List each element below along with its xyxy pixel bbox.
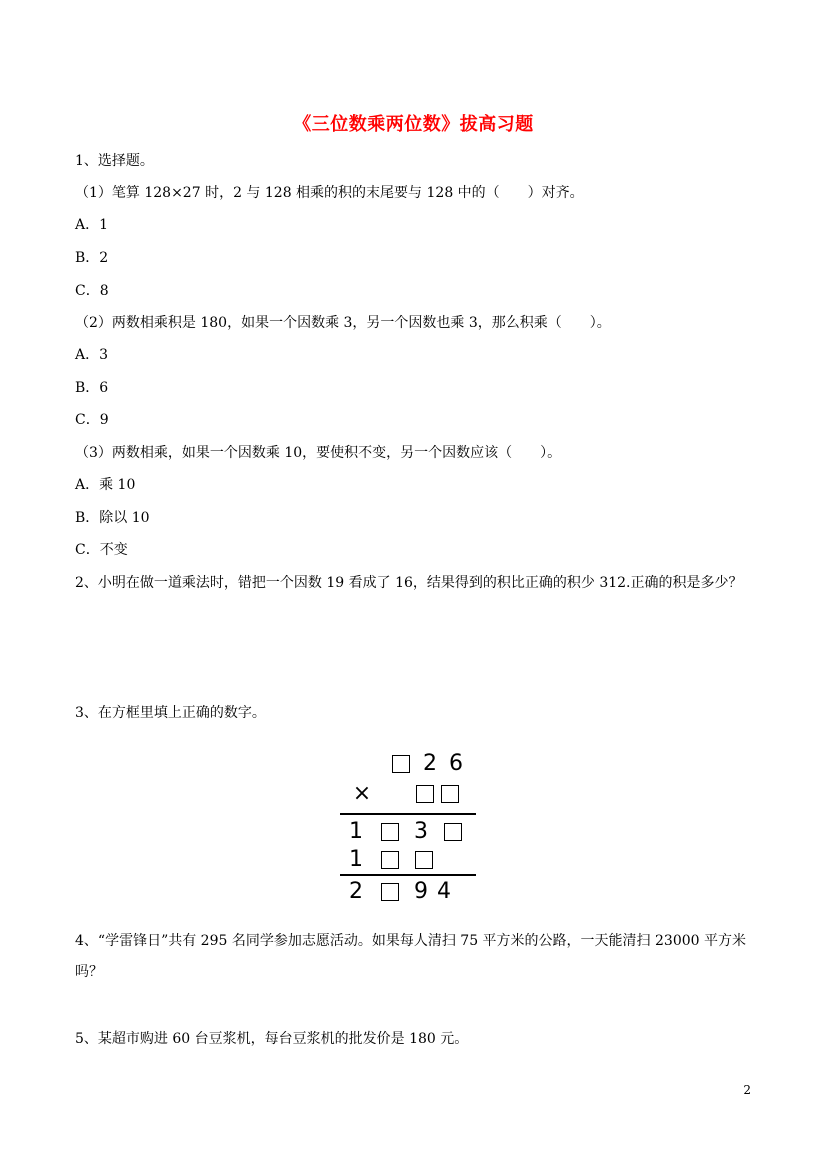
blank-box[interactable] bbox=[444, 823, 462, 841]
q3-heading: 3、在方框里填上正确的数字。 bbox=[75, 705, 266, 721]
blank-box[interactable] bbox=[381, 851, 399, 869]
q1-sub2-option-b: B．6 bbox=[75, 380, 109, 396]
blank-box[interactable] bbox=[392, 755, 410, 773]
digit: 2 bbox=[349, 879, 363, 904]
q1-heading: 1、选择题。 bbox=[75, 153, 154, 169]
times-sign: × bbox=[352, 781, 372, 806]
digit: 9 bbox=[414, 879, 428, 904]
q1-sub3-option-c: C．不变 bbox=[75, 542, 128, 558]
page-number: 2 bbox=[743, 1083, 751, 1097]
q1-sub1-option-a: A．1 bbox=[75, 217, 109, 233]
q1-sub3-option-a: A．乘 10 bbox=[75, 477, 136, 493]
page-title: 《三位数乘两位数》拔高习题 bbox=[293, 114, 534, 135]
q1-sub2-option-c: C．9 bbox=[75, 412, 109, 428]
vertical-multiplication bbox=[340, 750, 480, 910]
digit: 1 bbox=[349, 819, 363, 844]
q1-sub2-option-a: A．3 bbox=[75, 347, 109, 363]
rule-line bbox=[340, 813, 476, 815]
q1-sub3-stem: （3）两数相乘，如果一个因数乘 10，要使积不变，另一个因数应该（ ）。 bbox=[75, 445, 562, 461]
digit: 6 bbox=[449, 751, 463, 776]
q1-sub3-option-b: B．除以 10 bbox=[75, 510, 150, 526]
q4-line2: 吗？ bbox=[75, 964, 103, 980]
digit: 4 bbox=[437, 879, 451, 904]
rule-line bbox=[340, 874, 476, 876]
digit: 3 bbox=[414, 819, 428, 844]
q5-text: 5、某超市购进 60 台豆浆机，每台豆浆机的批发价是 180 元。 bbox=[75, 1031, 469, 1047]
blank-box[interactable] bbox=[415, 851, 433, 869]
q4-line1: 4、“学雷锋日”共有 295 名同学参加志愿活动。如果每人清扫 75 平方米的公路，一天能清扫 23000 平方米 bbox=[75, 933, 746, 949]
digit: 1 bbox=[349, 847, 363, 872]
blank-box[interactable] bbox=[416, 785, 434, 803]
blank-box[interactable] bbox=[381, 883, 399, 901]
q2-text: 2、小明在做一道乘法时，错把一个因数 19 看成了 16，结果得到的积比正确的积少 312.正确的积是多少？ bbox=[75, 575, 743, 591]
q1-sub1-option-b: B．2 bbox=[75, 250, 109, 266]
q1-sub1-stem: （1）笔算 128×27 时，2 与 128 相乘的积的末尾要与 128 中的（ ）对齐。 bbox=[75, 185, 584, 201]
blank-box[interactable] bbox=[441, 785, 459, 803]
digit: 2 bbox=[423, 751, 437, 776]
q1-sub1-option-c: C．8 bbox=[75, 283, 109, 299]
q1-sub2-stem: （2）两数相乘积是 180，如果一个因数乘 3，另一个因数也乘 3，那么积乘（ ）。 bbox=[75, 315, 611, 331]
blank-box[interactable] bbox=[381, 823, 399, 841]
